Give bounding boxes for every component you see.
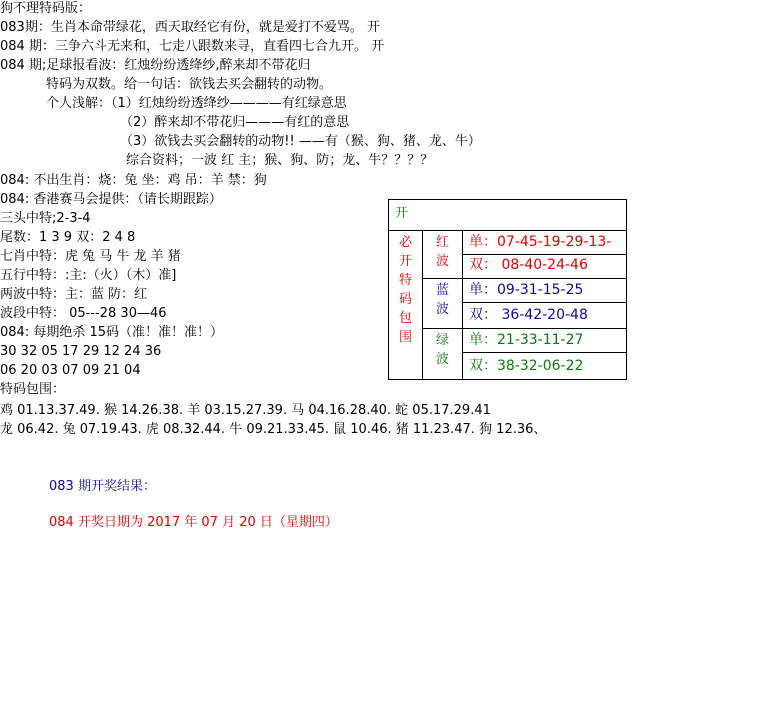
text-line: 06 20 03 07 09 21 04 bbox=[0, 363, 141, 378]
text-line: 龙 06.42. 兔 07.19.43. 虎 08.32.44. 牛 09.21.33.45. 鼠 10.46. 猪 11.23.47. 狗 12.36、 bbox=[0, 422, 547, 437]
text-line: 084 期;足球报看波：红烛纷纷透绛纱,醉来却不带花归 bbox=[0, 58, 311, 73]
blue-wave-dan: 单：09-31-15-25 bbox=[463, 279, 626, 303]
text-line: 两波中特：主：蓝 防：红 bbox=[0, 287, 148, 302]
wave-table bbox=[388, 199, 627, 380]
text-line: 波段中特： 05---28 30—46 bbox=[0, 306, 167, 321]
table-header: 开 bbox=[389, 200, 626, 231]
green-wave-label: 绿 波 bbox=[423, 329, 463, 379]
red-wave-dan: 单：07-45-19-29-13- bbox=[463, 231, 626, 255]
text-line: 084 期：三争六斗无来和，七走八跟数来寻，直看四七合九开。 开 bbox=[0, 39, 385, 54]
text-line: 尾数：1 3 9 双：2 4 8 bbox=[0, 230, 136, 245]
text-line: 083期：生肖本命带绿花，西天取经它有份，就是爱打不爱骂。 开 bbox=[0, 20, 380, 35]
text-line: 30 32 05 17 29 12 24 36 bbox=[0, 344, 162, 359]
text-line: 七肖中特：虎 兔 马 牛 龙 羊 猪 bbox=[0, 249, 181, 264]
blue-wave-label: 蓝 波 bbox=[423, 279, 463, 328]
text-line: 三头中特;2-3-4 bbox=[0, 211, 91, 226]
result-label: 083 期开奖结果： bbox=[49, 479, 156, 494]
green-wave-group bbox=[423, 329, 626, 379]
text-line: （2）醉来却不带花归———有红的意思 bbox=[120, 115, 350, 130]
blue-wave-group bbox=[423, 279, 626, 329]
green-wave-dan: 单：21-33-11-27 bbox=[463, 329, 626, 353]
text-line: （3）欲钱去买会翻转的动物!! ——有（猴、狗、猪、龙、牛） bbox=[120, 134, 481, 149]
text-line: 084: 每期绝杀 15码（准！准！准！） bbox=[0, 325, 223, 340]
blue-wave-shuang: 双： 36-42-20-48 bbox=[469, 307, 588, 323]
left-label: 必 开 特 码 包 围 bbox=[389, 231, 423, 379]
text-line: 五行中特：:主:（火）（木）准] bbox=[0, 268, 177, 283]
red-wave-shuang: 双： 08-40-24-46 bbox=[469, 257, 588, 273]
text-line: 084: 香港赛马会提供：（请长期跟踪） bbox=[0, 192, 222, 207]
text-line: 084: 不出生肖：烧：兔 坐：鸡 吊：羊 禁：狗 bbox=[0, 173, 267, 188]
text-line: 特码包围： bbox=[0, 382, 66, 397]
text-line: 综合资料；一波 红 主；猴、狗、防；龙、牛？？？？ bbox=[126, 153, 434, 168]
green-wave-shuang: 双：38-32-06-22 bbox=[469, 358, 584, 374]
red-wave-group bbox=[423, 231, 626, 279]
draw-date: 084 开奖日期为 2017 年 07 月 20 日（星期四） bbox=[49, 515, 338, 530]
red-wave-label: 红 波 bbox=[423, 231, 463, 278]
text-line: 个人浅解：（1）红烛纷纷透绛纱————有红绿意思 bbox=[46, 96, 347, 111]
text-line: 狗不理特码版： bbox=[0, 1, 92, 16]
text-line: 鸡 01.13.37.49. 猴 14.26.38. 羊 03.15.27.39. 马 04.16.28.40. 蛇 05.17.29.41 bbox=[0, 403, 491, 418]
text-line: 特码为双数。给一句话：欲钱去买会翻转的动物。 bbox=[46, 77, 333, 92]
